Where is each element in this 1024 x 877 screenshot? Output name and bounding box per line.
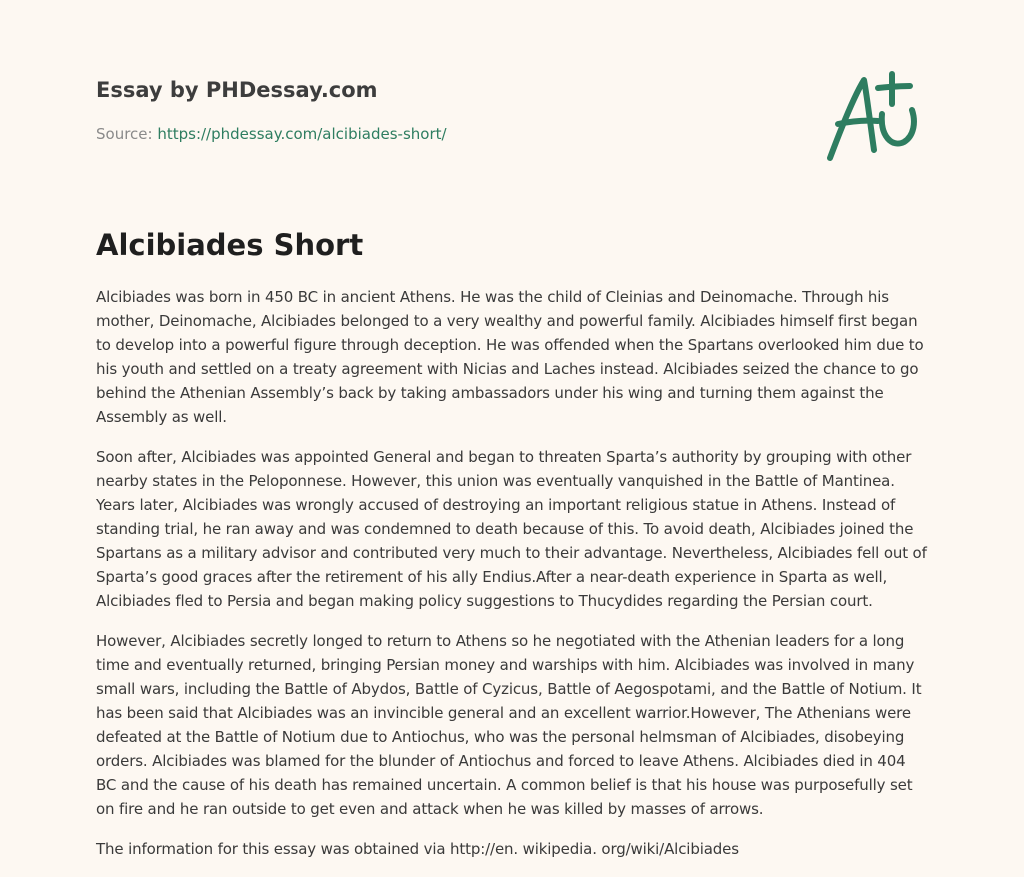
essay-paragraph: The information for this essay was obtained via http://en. wikipedia. org/wiki/Alcibiades	[96, 840, 739, 858]
essay-paragraph: Soon after, Alcibiades was appointed General and began to threaten Sparta’s authority by grouping with other nearby states in the Peloponnese. However, this union was eventually vanquished in the Battle of Mantinea. Years later, Alcibiades was wrongly accused of destroying an important religious statue in Athens. Instead of standing trial, he ran away and was condemned to death because of this. To avoid death, Alcibiades joined the Spartans as a military advisor and contributed very much to their advantage. Nevertheless, Alcibiades fell out of Sparta’s good graces after the retirement of his ally Endius.After a near-death experience in Sparta as well, Alcibiades fled to Persia and began making policy suggestions to Thucydides regarding the Persian court.	[96, 448, 927, 610]
header	[96, 76, 696, 144]
source-link[interactable]: https://phdessay.com/alcibiades-short/	[157, 125, 447, 143]
a-plus-logo-icon	[820, 66, 930, 166]
essay-title: Alcibiades Short	[96, 228, 364, 262]
source-label: Source:	[96, 125, 158, 143]
source-line	[96, 124, 696, 144]
essay-paragraph: Alcibiades was born in 450 BC in ancient Athens. He was the child of Cleinias and Deinomache. Through his mother, Deinomache, Alcibiades belonged to a very wealthy and powerful family. Alcibiades himself first began to develop into a powerful figure through deception. He was offended when the Spartans overlooked him due to his youth and settled on a treaty agreement with Nicias and Laches instead. Alcibiades seized the chance to go behind the Athenian Assembly’s back by taking ambassadors under his wing and turning them against the Assembly as well.	[96, 288, 924, 426]
essay-paragraph: However, Alcibiades secretly longed to return to Athens so he negotiated with the Athenian leaders for a long time and eventually returned, bringing Persian money and warships with him. Alcibiades was involved in many small wars, including the Battle of Abydos, Battle of Cyzicus, Battle of Aegospotami, and the Battle of Notium. It has been said that Alcibiades was an invincible general and an excellent warrior.However, The Athenians were defeated at the Battle of Notium due to Antiochus, who was the personal helmsman of Alcibiades, disobeying orders. Alcibiades was blamed for the blunder of Antiochus and forced to leave Athens. Alcibiades died in 404 BC and the cause of his death has remained uncertain. A common belief is that his house was purposefully set on fire and he ran outside to get even and attack when he was killed by masses of arrows.	[96, 632, 922, 818]
essay-body	[96, 285, 928, 877]
site-title: Essay by PHDessay.com	[96, 78, 378, 102]
